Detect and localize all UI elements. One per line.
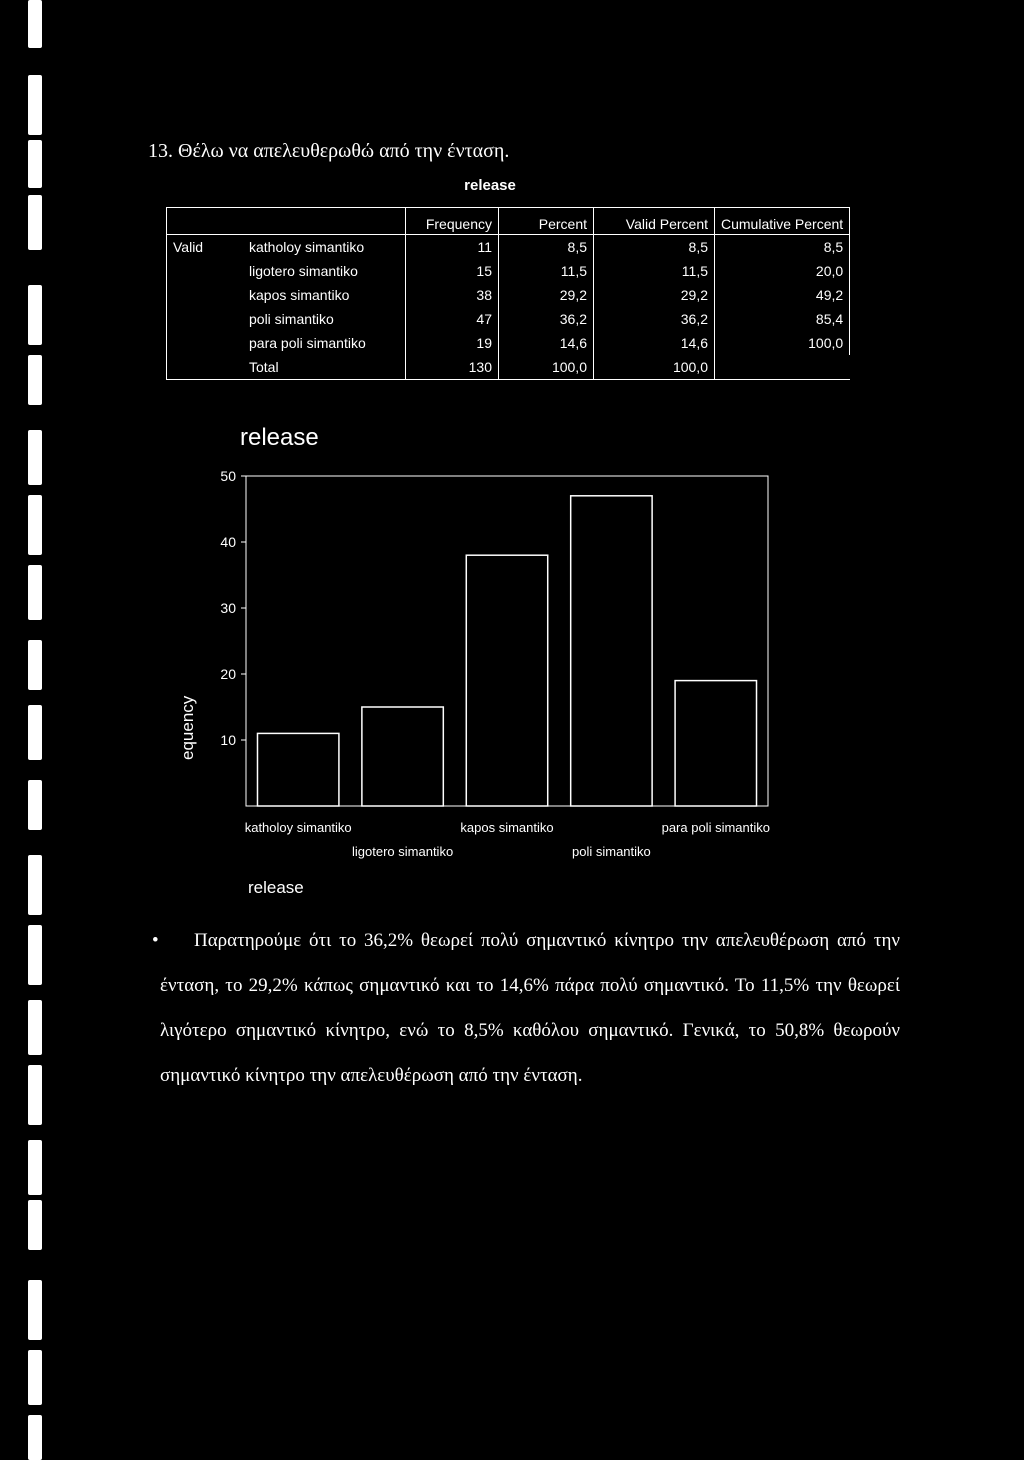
film-hole xyxy=(28,780,42,830)
table-title: release xyxy=(464,177,516,194)
table-cell: Total xyxy=(249,359,279,375)
table-header-cell: Cumulative Percent xyxy=(715,208,850,235)
y-tick-label: 50 xyxy=(220,468,236,484)
film-hole xyxy=(28,75,42,135)
y-tick-label: 20 xyxy=(220,666,236,682)
frequency-table xyxy=(166,207,850,380)
bar xyxy=(675,681,756,806)
table-row xyxy=(167,355,850,380)
x-tick-label: para poli simantiko xyxy=(661,820,770,835)
table-cell: 130 xyxy=(406,355,499,380)
y-tick-label: 30 xyxy=(220,600,236,616)
bar xyxy=(466,555,547,806)
table-cell: 100,0 xyxy=(594,355,715,380)
table-cell: 29,2 xyxy=(594,283,715,307)
bullet-icon: • xyxy=(152,930,159,951)
table-cell xyxy=(167,331,234,355)
table-cell: 15 xyxy=(406,259,499,283)
table-cell xyxy=(715,355,850,380)
table-cell: 8,5 xyxy=(499,235,594,260)
bar xyxy=(362,707,443,806)
table-cell: ligotero simantiko xyxy=(249,263,358,279)
table-cell: katholoy simantiko xyxy=(249,239,365,255)
paragraph-text: Παρατηρούμε ότι το 36,2% θεωρεί πολύ σημαντικό κίνητρο την απελευθέρωση από την ένταση, το 29,2% κάπως σημαντικό και το 14,6% πάρα πολύ σημαντικό. Το 11,5% την θεωρεί λιγότερο σημαντικό κίνητρο, ενώ το 8,5% καθόλου σημαντικό. Γενικά, το 50,8% θεωρούν σημαντικό κίνητρο την απελευθέρωση από την ένταση. xyxy=(160,930,900,1086)
x-tick-label: poli simantiko xyxy=(572,844,651,859)
table-cell: 29,2 xyxy=(499,283,594,307)
film-border xyxy=(28,0,48,1460)
x-tick-label: ligotero simantiko xyxy=(352,844,454,859)
film-hole xyxy=(28,1280,42,1340)
table-cell xyxy=(167,259,234,283)
table-cell: kapos simantiko xyxy=(249,287,350,303)
table-cell: para poli simantiko xyxy=(249,335,366,351)
table-cell: 19 xyxy=(406,331,499,355)
table-cell: 85,4 xyxy=(715,307,850,331)
table-cell: 11,5 xyxy=(499,259,594,283)
table-header-cell xyxy=(167,208,234,235)
table-cell: 38 xyxy=(406,283,499,307)
plot-frame xyxy=(246,476,768,806)
table-header-cell xyxy=(233,208,406,235)
table-cell: 100,0 xyxy=(715,331,850,355)
table-row xyxy=(167,307,850,331)
film-hole xyxy=(28,640,42,690)
chart-title: release xyxy=(240,424,319,451)
x-tick-label: katholoy simantiko xyxy=(244,820,352,835)
film-hole xyxy=(28,565,42,620)
table-cell xyxy=(167,307,234,331)
bar xyxy=(571,496,652,806)
table-cell: 47 xyxy=(406,307,499,331)
table-cell: 49,2 xyxy=(715,283,850,307)
y-axis-label: equency xyxy=(178,695,197,760)
film-hole xyxy=(28,1140,42,1195)
film-hole xyxy=(28,1065,42,1125)
table-cell: 14,6 xyxy=(594,331,715,355)
film-hole xyxy=(28,140,42,188)
film-hole xyxy=(28,430,42,485)
table-cell: 36,2 xyxy=(499,307,594,331)
film-hole xyxy=(28,355,42,405)
table-cell: 14,6 xyxy=(499,331,594,355)
table-cell: 11,5 xyxy=(594,259,715,283)
film-hole xyxy=(28,855,42,915)
x-axis-label: release xyxy=(248,878,304,897)
observation-paragraph xyxy=(152,918,900,1098)
table-header-cell: Percent xyxy=(499,208,594,235)
table-cell: 8,5 xyxy=(594,235,715,260)
table-cell: poli simantiko xyxy=(249,311,334,327)
film-hole xyxy=(28,925,42,985)
table-row xyxy=(167,259,850,283)
film-hole xyxy=(28,1000,42,1055)
table-cell: 11 xyxy=(406,235,499,260)
x-tick-label: kapos simantiko xyxy=(460,820,554,835)
film-hole xyxy=(28,1200,42,1250)
film-hole xyxy=(28,0,42,48)
bar xyxy=(257,733,338,806)
table-header-cell: Valid Percent xyxy=(594,208,715,235)
table-header-row xyxy=(167,208,850,235)
y-tick-label: 10 xyxy=(220,732,236,748)
film-hole xyxy=(28,1350,42,1405)
bar-chart xyxy=(160,460,800,859)
film-hole xyxy=(28,285,42,345)
table-row xyxy=(167,235,850,260)
table-cell xyxy=(167,283,234,307)
film-hole xyxy=(28,195,42,250)
table-cell: 20,0 xyxy=(715,259,850,283)
film-hole xyxy=(28,705,42,760)
table-row xyxy=(167,331,850,355)
table-cell: 100,0 xyxy=(499,355,594,380)
film-hole xyxy=(28,1415,42,1460)
section-heading: 13. Θέλω να απελευθερωθώ από την ένταση. xyxy=(148,140,510,162)
table-cell: 8,5 xyxy=(715,235,850,260)
table-row xyxy=(167,283,850,307)
table-cell xyxy=(167,355,234,380)
film-hole xyxy=(28,495,42,555)
y-tick-label: 40 xyxy=(220,534,236,550)
table-cell: 36,2 xyxy=(594,307,715,331)
table-header-cell: Frequency xyxy=(406,208,499,235)
table-cell: Valid xyxy=(167,235,234,260)
